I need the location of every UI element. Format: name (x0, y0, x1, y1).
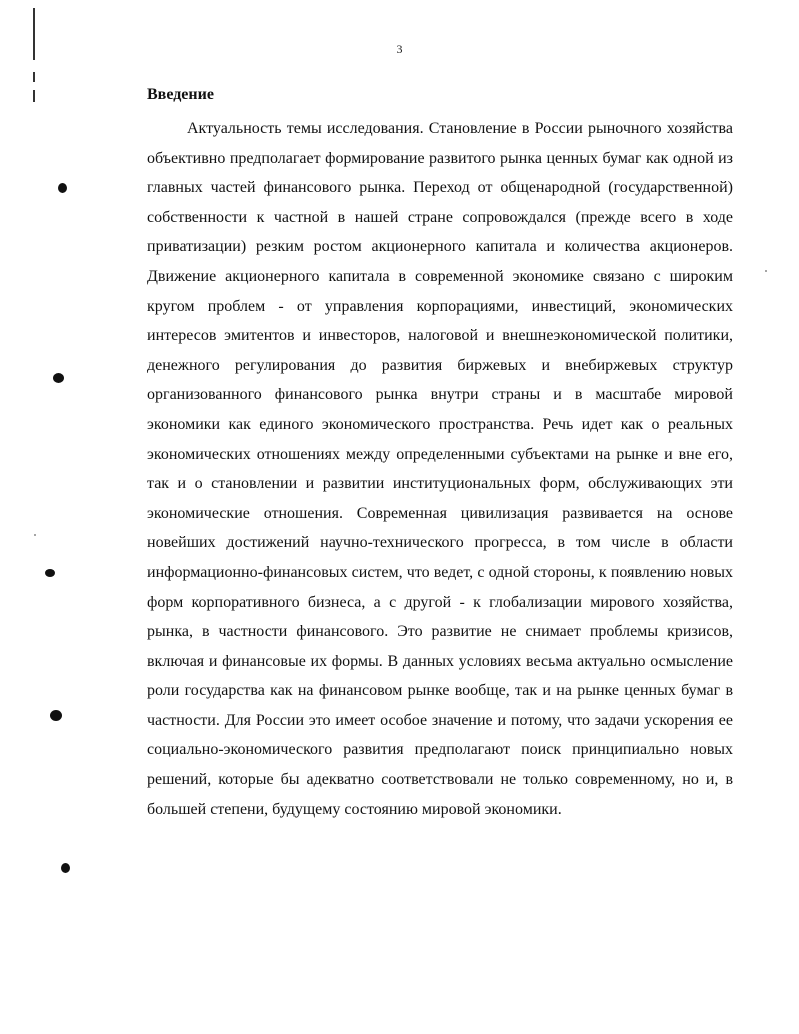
binder-hole-mark (45, 569, 55, 577)
binder-hole-mark (50, 710, 62, 721)
scan-speck (765, 270, 767, 272)
section-heading: Введение (147, 86, 214, 103)
page-number: 3 (396, 42, 403, 56)
scan-margin-line (33, 90, 35, 102)
body-paragraph: Актуальность темы исследования. Становление в России рыночного хозяйства объективно предполагает формирование развитого рынка ценных бумаг как одной из главных частей финансового рынка. Переход от общенародной (государственной) собственности к частной в нашей стране сопровождался (прежде всего в ходе приватизации) резким ростом акционерного капитала и количества акционеров. Движение акционерного капитала в современной экономике связано с широким кругом проблем - от управления корпорациями, инвестиций, экономических интересов эмитентов и инвесторов, налоговой и внешнеэкономической политики, денежного регулирования до развития биржевых и внебиржевых структур организованного финансового рынка внутри страны и в масштабе мировой экономики как единого экономического пространства. Речь идет как о реальных экономических отношениях между определенными субъектами на рынке и вне его, так и о становлении и развитии институциональных форм, обслуживающих эти экономические отношения. Современная цивилизация развивается на основе новейших достижений научно-технического прогресса, в том числе в области информационно-финансовых систем, что ведет, с одной стороны, к появлению новых форм корпоративного бизнеса, а с другой - к глобализации мирового хозяйства, рынка, в частности финансового. Это развитие не снимает проблемы кризисов, включая и финансовые их формы. В данных условиях весьма актуально осмысление роли государства как на финансовом рынке вообще, так и на рынке ценных бумаг в частности. Для России это имеет особое значение и потому, что задачи ускорения ее социально-экономического развития предполагают поиск принципиально новых решений, которые бы адекватно соответствовали не только современному, но и, в большей степени, будущему состоянию мировой экономики. (147, 120, 733, 818)
binder-hole-mark (53, 373, 64, 383)
binder-hole-mark (61, 863, 70, 873)
scan-speck (34, 534, 36, 536)
binder-hole-mark (58, 183, 67, 193)
scan-margin-line (33, 72, 35, 82)
